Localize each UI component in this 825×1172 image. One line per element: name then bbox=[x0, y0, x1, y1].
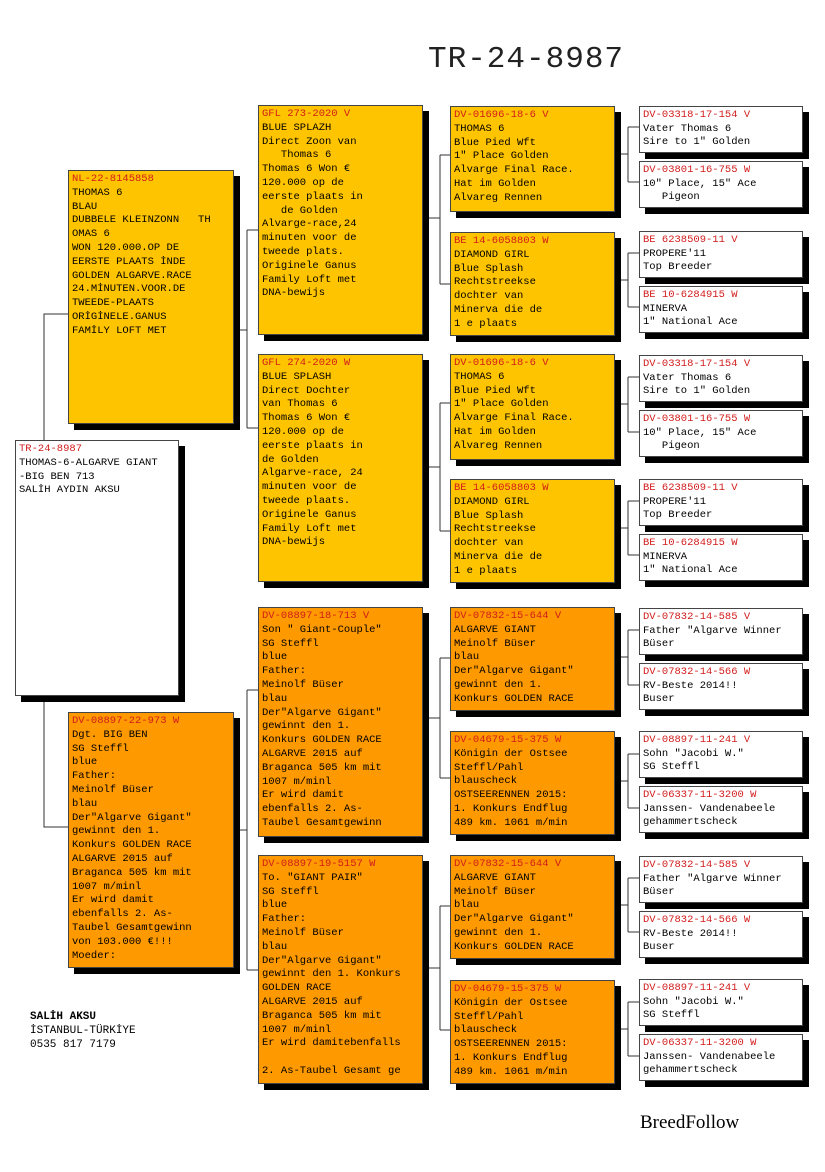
pigeon-details: Father "Algarve Winner Büser bbox=[643, 624, 782, 651]
dam-sire-card[interactable] bbox=[258, 607, 423, 837]
gen4-card[interactable] bbox=[639, 161, 803, 208]
ring-number: DV-07832-15-644 V bbox=[454, 610, 562, 622]
pigeon-details: THOMAS 6 Blue Pied Wft 1" Place Golden Alvarge Final Race. Hat im Golden Alvareg Rennen bbox=[454, 122, 574, 204]
pigeon-details: To. "GIANT PAIR" SG Steffl blue Father: Meinolf Büser blau Der"Algarve Gigant" gewinnt den 1. Konkurs GOLDEN RACE ALGARVE 2015 auf Braganca 505 km mit 1007 m/minl Er wird damitebenfalls 2. As-Taubel Gesamt ge bbox=[262, 871, 401, 1077]
gen3-card[interactable] bbox=[450, 731, 615, 835]
ring-number: TR-24-8987 bbox=[19, 443, 83, 455]
pigeon-details: Father "Algarve Winner Büser bbox=[643, 872, 782, 899]
pedigree-title: TR-24-8987 bbox=[428, 42, 625, 77]
ring-number: DV-07832-14-566 W bbox=[643, 666, 751, 678]
owner-phone: 0535 817 7179 bbox=[30, 1039, 116, 1051]
pigeon-details: ALGARVE GIANT Meinolf Büser blau Der"Algarve Gigant" gewinnt den 1. Konkurs GOLDEN RACE bbox=[454, 871, 574, 953]
pigeon-details: PROPERE'11 Top Breeder bbox=[643, 247, 713, 274]
gen4-card[interactable] bbox=[639, 731, 803, 778]
pigeon-details: RV-Beste 2014!! Buser bbox=[643, 679, 738, 706]
ring-number: BE 10-6284915 W bbox=[643, 537, 738, 549]
ring-number: DV-01696-18-6 V bbox=[454, 357, 549, 369]
gen4-card[interactable] bbox=[639, 856, 803, 903]
owner-name: SALİH AKSU bbox=[30, 1011, 97, 1023]
gen3-card[interactable] bbox=[450, 232, 615, 336]
ring-number: NL-22-8145858 bbox=[72, 173, 154, 185]
pigeon-details: ALGARVE GIANT Meinolf Büser blau Der"Algarve Gigant" gewinnt den 1. Konkurs GOLDEN RACE bbox=[454, 623, 574, 705]
ring-number: DV-06337-11-3200 W bbox=[643, 1037, 757, 1049]
pigeon-details: MINERVA 1" National Ace bbox=[643, 302, 738, 329]
ring-number: BE 6238509-11 V bbox=[643, 234, 738, 246]
pigeon-details: DIAMOND GIRL Blue Splash Rechtstreekse dochter van Minerva die de 1 e plaats bbox=[454, 248, 543, 330]
pigeon-details: Vater Thomas 6 Sire to 1" Golden bbox=[643, 371, 751, 398]
ring-number: BE 6238509-11 V bbox=[643, 482, 738, 494]
gen4-card[interactable] bbox=[639, 1034, 803, 1081]
pigeon-details: Königin der Ostsee Steffl/Pahl blauscheck OSTSEERENNEN 2015: 1. Konkurs Endflug 489 km. 1061 m/min bbox=[454, 996, 568, 1078]
ring-number: DV-03801-16-755 W bbox=[643, 413, 751, 425]
pigeon-details: MINERVA 1" National Ace bbox=[643, 550, 738, 577]
pigeon-details: Son " Giant-Couple" SG Steffl blue Father: Meinolf Büser blau Der"Algarve Gigant" gewinnt den 1. Konkurs GOLDEN RACE ALGARVE 2015 auf Braganca 505 km mit 1007 m/minl Er wird damit ebenfalls 2. As- Taubel Gesamtgewinn bbox=[262, 623, 382, 829]
ring-number: BE 14-6058803 W bbox=[454, 482, 549, 494]
gen4-card[interactable] bbox=[639, 355, 803, 402]
pigeon-details: 10" Place, 15" Ace Pigeon bbox=[643, 426, 757, 453]
ring-number: DV-04679-15-375 W bbox=[454, 983, 562, 995]
pigeon-details: Königin der Ostsee Steffl/Pahl blauscheck OSTSEERENNEN 2015: 1. Konkurs Endflug 489 km. 1061 m/min bbox=[454, 747, 568, 829]
pigeon-details: Janssen- Vandenabeele gehammertscheck bbox=[643, 802, 776, 829]
gen4-card[interactable] bbox=[639, 786, 803, 833]
pigeon-details: RV-Beste 2014!! Buser bbox=[643, 927, 738, 954]
ring-number: DV-08897-19-5157 W bbox=[262, 858, 376, 870]
ring-number: GFL 274-2020 W bbox=[262, 357, 351, 369]
ring-number: BE 10-6284915 W bbox=[643, 289, 738, 301]
pigeon-details: Sohn "Jacobi W." SG Steffl bbox=[643, 995, 744, 1022]
gen4-card[interactable] bbox=[639, 286, 803, 333]
pigeon-details: Sohn "Jacobi W." SG Steffl bbox=[643, 747, 744, 774]
gen4-card[interactable] bbox=[639, 534, 803, 581]
owner-city: İSTANBUL-TÜRKİYE bbox=[30, 1025, 136, 1037]
pigeon-details: DIAMOND GIRL Blue Splash Rechtstreekse dochter van Minerva die de 1 e plaats bbox=[454, 495, 543, 577]
pigeon-details: BLUE SPLASH Direct Dochter van Thomas 6 Thomas 6 Won € 120.000 op de eerste plaats in de Golden Algarve-race, 24 minuten voor de tweede plaats. Originele Ganus Family Loft met DNA-bewijs bbox=[262, 370, 363, 549]
gen4-card[interactable] bbox=[639, 479, 803, 526]
ring-number: DV-07832-14-566 W bbox=[643, 914, 751, 926]
dam-dam-card[interactable] bbox=[258, 855, 423, 1084]
pigeon-details: 10" Place, 15" Ace Pigeon bbox=[643, 177, 757, 204]
gen4-card[interactable] bbox=[639, 106, 803, 153]
ring-number: DV-06337-11-3200 W bbox=[643, 789, 757, 801]
ring-number: DV-07832-14-585 V bbox=[643, 611, 751, 623]
ring-number: BE 14-6058803 W bbox=[454, 235, 549, 247]
ring-number: DV-04679-15-375 W bbox=[454, 734, 562, 746]
gen3-card[interactable] bbox=[450, 354, 615, 460]
gen4-card[interactable] bbox=[639, 231, 803, 278]
ring-number: GFL 273-2020 V bbox=[262, 108, 351, 120]
ring-number: DV-08897-18-713 V bbox=[262, 610, 370, 622]
gen4-card[interactable] bbox=[639, 911, 803, 958]
gen3-card[interactable] bbox=[450, 479, 615, 583]
brand-logo-text: BreedFollow bbox=[640, 1112, 740, 1133]
sire-card[interactable] bbox=[68, 170, 234, 424]
ring-number: DV-07832-14-585 V bbox=[643, 859, 751, 871]
ring-number: DV-03801-16-755 W bbox=[643, 164, 751, 176]
ring-number: DV-03318-17-154 V bbox=[643, 109, 751, 121]
pigeon-details: PROPERE'11 Top Breeder bbox=[643, 495, 713, 522]
owner-info bbox=[30, 1010, 136, 1052]
gen3-card[interactable] bbox=[450, 106, 615, 212]
gen4-card[interactable] bbox=[639, 663, 803, 710]
sire-dam-card[interactable] bbox=[258, 354, 423, 582]
gen4-card[interactable] bbox=[639, 410, 803, 457]
gen4-card[interactable] bbox=[639, 608, 803, 655]
ring-number: DV-08897-11-241 V bbox=[643, 734, 751, 746]
pigeon-details: Dgt. BIG BEN SG Steffl blue Father: Meinolf Büser blau Der"Algarve Gigant" gewinnt den 1. Konkurs GOLDEN RACE ALGARVE 2015 auf Braganca 505 km mit 1007 m/minl Er wird damit ebenfalls 2. As- Taubel Gesamtgewinn von 103.000 €!!! Moeder: bbox=[72, 728, 192, 962]
sire-sire-card[interactable] bbox=[258, 105, 423, 335]
ring-number: DV-03318-17-154 V bbox=[643, 358, 751, 370]
gen3-card[interactable] bbox=[450, 607, 615, 711]
pigeon-details: Janssen- Vandenabeele gehammertscheck bbox=[643, 1050, 776, 1077]
pigeon-details: BLUE SPLAZH Direct Zoon van Thomas 6 Thomas 6 Won € 120.000 op de eerste plaats in de Golden Alvarge-race,24 minuten voor de tweede plats. Originele Ganus Family Loft met DNA-bewijs bbox=[262, 121, 363, 300]
ring-number: DV-07832-15-644 V bbox=[454, 858, 562, 870]
gen3-card[interactable] bbox=[450, 855, 615, 959]
gen3-card[interactable] bbox=[450, 980, 615, 1084]
gen4-card[interactable] bbox=[639, 979, 803, 1026]
ring-number: DV-01696-18-6 V bbox=[454, 109, 549, 121]
pigeon-details: Vater Thomas 6 Sire to 1" Golden bbox=[643, 122, 751, 149]
root-pigeon-card[interactable] bbox=[15, 440, 179, 696]
pigeon-details: THOMAS 6 BLAU DUBBELE KLEINZONN TH OMAS 6 WON 120.000.OP DE EERSTE PLAATS İNDE GOLDEN ALGARVE.RACE 24.MİNUTEN.VOOR.DE TWEEDE-PLAATS ORİGİNELE.GANUS FAMİLY LOFT MET bbox=[72, 186, 211, 337]
ring-number: DV-08897-11-241 V bbox=[643, 982, 751, 994]
ring-number: DV-08897-22-973 W bbox=[72, 715, 180, 727]
dam-card[interactable] bbox=[68, 712, 234, 968]
pigeon-details: THOMAS-6-ALGARVE GIANT -BIG BEN 713 SALİH AYDIN AKSU bbox=[19, 456, 158, 497]
pigeon-details: THOMAS 6 Blue Pied Wft 1" Place Golden Alvarge Final Race. Hat im Golden Alvareg Rennen bbox=[454, 370, 574, 452]
